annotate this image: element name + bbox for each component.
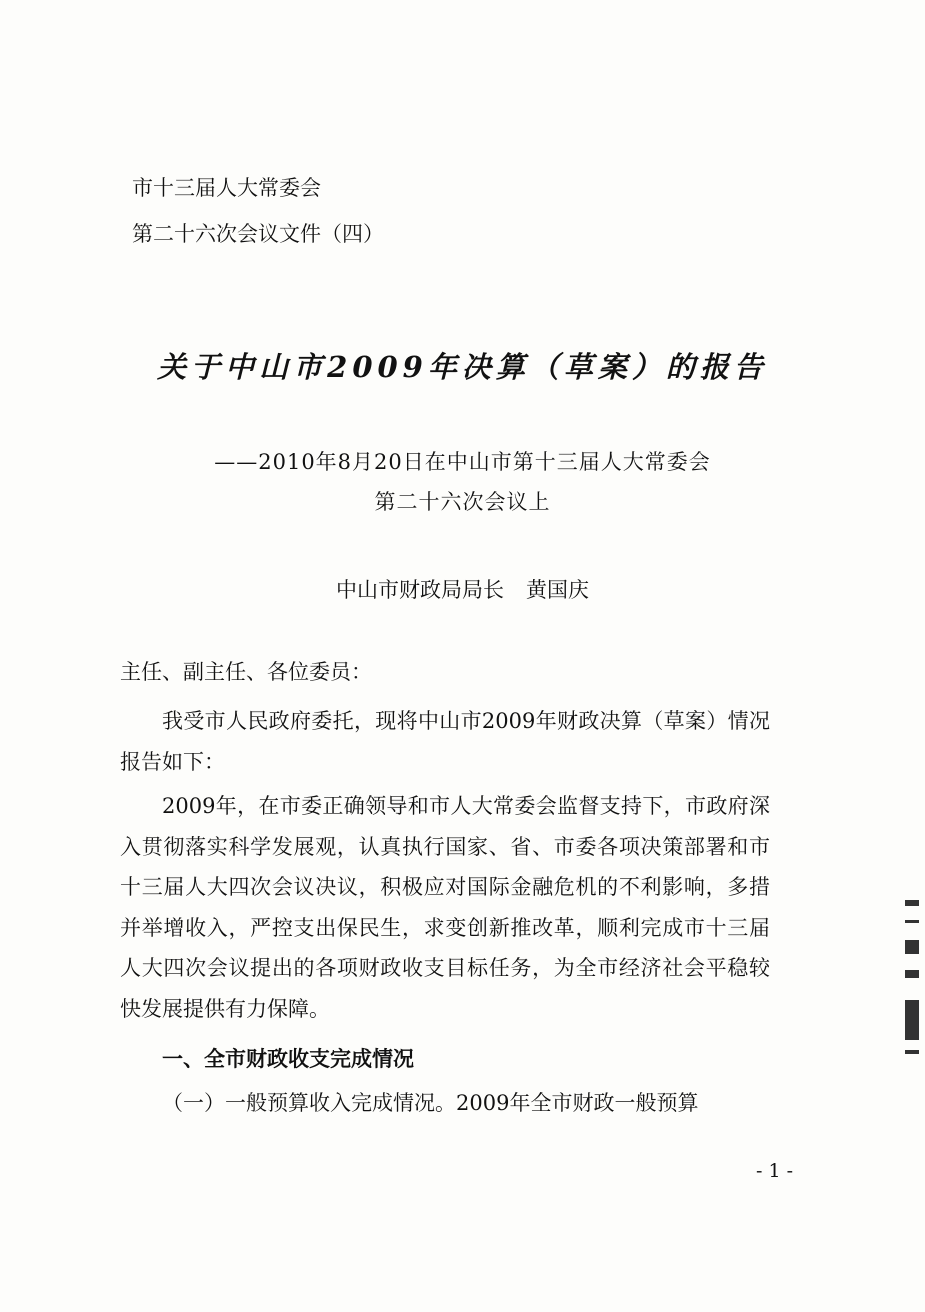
section-heading: 一、全市财政收支完成情况 (162, 1047, 414, 1071)
section-paragraph: （一）一般预算收入完成情况。2009年全市财政一般预算 (162, 1091, 699, 1115)
meeting-name: 市十三届人大常委会 (132, 176, 321, 200)
report-title: 关于中山市2009年决算（草案）的报告 (157, 350, 768, 384)
subtitle-line-2: 第二十六次会议上 (374, 490, 551, 514)
document-number: 第二十六次会议文件（四） (132, 222, 384, 246)
page-number: - 1 - (756, 1160, 794, 1182)
author-name: 黄国庆 (526, 578, 589, 602)
paragraph-intro: 我受市人民政府委托，现将中山市2009年财政决算（草案）情况报告如下： (120, 709, 770, 774)
author-line (0, 574, 925, 604)
salutation: 主任、副主任、各位委员： (120, 660, 372, 684)
author-position: 中山市财政局局长 (336, 578, 504, 602)
paragraph-summary: 2009年，在市委正确领导和市人大常委会监督支持下，市政府深入贯彻落实科学发展观，认真执行国家、省、市委各项决策部署和市十三届人大四次会议决议，积极应对国际金融危机的不利影响，多措并举增收入，严控支出保民生，求变创新推改革，顺利完成市十三届人大四次会议提出的各项财政收支目标任务，为全市经济社会平稳较快发展提供有力保障。 (120, 794, 770, 1021)
scan-artifact (905, 890, 919, 1070)
subtitle-line-1: ——2010年8月20日在中山市第十三届人大常委会 (214, 450, 711, 474)
